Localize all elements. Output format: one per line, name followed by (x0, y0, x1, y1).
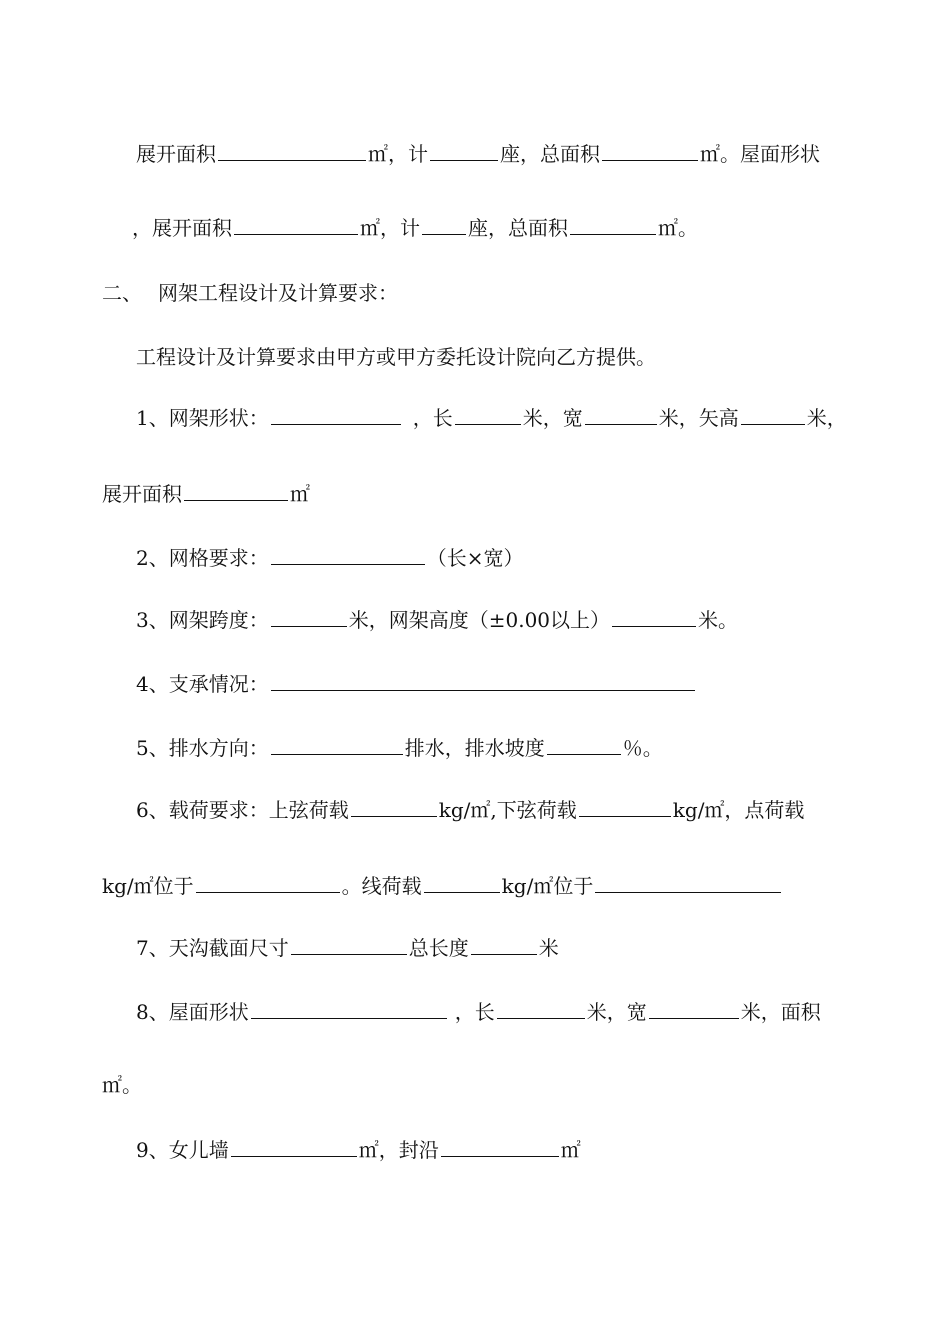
blank-field[interactable] (351, 792, 437, 817)
blank-field[interactable] (422, 210, 466, 235)
blank-field[interactable] (547, 730, 621, 755)
blank-field[interactable] (234, 210, 358, 235)
blank-field[interactable] (271, 602, 347, 627)
text: 米，宽 (522, 406, 583, 430)
text: 座，总面积 (500, 142, 600, 166)
blank-field[interactable] (218, 136, 366, 161)
text: （长×宽） (426, 546, 524, 570)
blank-field[interactable] (579, 792, 671, 817)
text: kg/㎡位于 (102, 874, 194, 898)
text: kg/㎡,下弦荷载 (438, 798, 577, 822)
blank-field[interactable] (455, 400, 521, 425)
item-8-line (136, 994, 866, 1028)
text: ㎡，计 (368, 142, 428, 166)
text: ㎡ (290, 482, 310, 506)
paragraph-line-4 (136, 340, 836, 374)
text: 米，宽 (586, 1000, 647, 1024)
text: 3、网架跨度： (136, 608, 269, 632)
item-6-line (136, 792, 866, 826)
text: kg/㎡位于 (501, 874, 594, 898)
text: ㎡。屋面形状 (700, 142, 820, 166)
text: ㎡，计 (360, 216, 420, 240)
text: 米， (806, 406, 847, 430)
item-6-continued (102, 868, 862, 902)
text: 米，矢高 (658, 406, 739, 430)
text: 米，面积 (740, 1000, 821, 1024)
blank-field[interactable] (649, 994, 739, 1019)
text: 4、支承情况： (136, 672, 269, 696)
text: 米 (538, 936, 559, 960)
text: 2、网格要求： (136, 546, 269, 570)
paragraph-line-2 (132, 210, 852, 244)
blank-field[interactable] (595, 868, 781, 893)
section-title: 网架工程设计及计算要求： (158, 281, 398, 305)
item-2-line (136, 540, 736, 574)
text: ㎡。 (658, 216, 698, 240)
blank-field[interactable] (471, 930, 537, 955)
text: 5、排水方向： (136, 736, 269, 760)
blank-field[interactable] (424, 868, 500, 893)
blank-field[interactable] (291, 930, 407, 955)
blank-field[interactable] (271, 400, 401, 425)
blank-field[interactable] (430, 136, 498, 161)
blank-field[interactable] (441, 1132, 559, 1157)
blank-field[interactable] (184, 476, 288, 501)
text: ㎡ (560, 1138, 581, 1162)
text: ㎡，封沿 (358, 1138, 439, 1162)
item-4-line (136, 666, 836, 700)
blank-field[interactable] (271, 666, 695, 691)
text: ％。 (622, 736, 663, 760)
text: ，长 (454, 1000, 495, 1024)
text: ㎡。 (102, 1073, 142, 1097)
blank-field[interactable] (251, 994, 447, 1019)
blank-field[interactable] (271, 730, 403, 755)
text: ，展开面积 (132, 216, 232, 240)
item-3-line (136, 602, 836, 636)
item-8-continued (102, 1068, 302, 1102)
text: 座，总面积 (468, 216, 568, 240)
blank-field[interactable] (585, 400, 657, 425)
text: 工程设计及计算要求由甲方或甲方委托设计院向乙方提供。 (136, 345, 656, 369)
text: 总长度 (408, 936, 469, 960)
text: 9、女儿墙 (136, 1138, 229, 1162)
blank-field[interactable] (570, 210, 656, 235)
paragraph-line-1 (136, 136, 856, 170)
text: ，长 (412, 406, 453, 430)
text: 7、天沟截面尺寸 (136, 936, 289, 960)
section-number: 二、 (102, 281, 142, 305)
blank-field[interactable] (497, 994, 585, 1019)
item-5-line (136, 730, 836, 764)
item-1-line (136, 400, 866, 434)
blank-field[interactable] (271, 540, 425, 565)
text: 米。 (698, 608, 739, 632)
blank-field[interactable] (196, 868, 340, 893)
text: 1、网架形状： (136, 406, 269, 430)
section-heading (102, 276, 802, 310)
blank-field[interactable] (231, 1132, 357, 1157)
blank-field[interactable] (741, 400, 805, 425)
text: 排水，排水坡度 (404, 736, 545, 760)
blank-field[interactable] (602, 136, 698, 161)
text: 米，网架高度（±0.00以上） (348, 608, 611, 632)
text: 8、屋面形状 (136, 1000, 249, 1024)
text: 展开面积 (102, 482, 182, 506)
blank-field[interactable] (612, 602, 696, 627)
text: 。线荷载 (341, 874, 422, 898)
item-7-line (136, 930, 736, 964)
text: 展开面积 (136, 142, 216, 166)
item-1-continued (102, 476, 702, 510)
item-9-line (136, 1132, 736, 1166)
text: 6、载荷要求：上弦荷载 (136, 798, 349, 822)
text: kg/㎡，点荷载 (672, 798, 805, 822)
